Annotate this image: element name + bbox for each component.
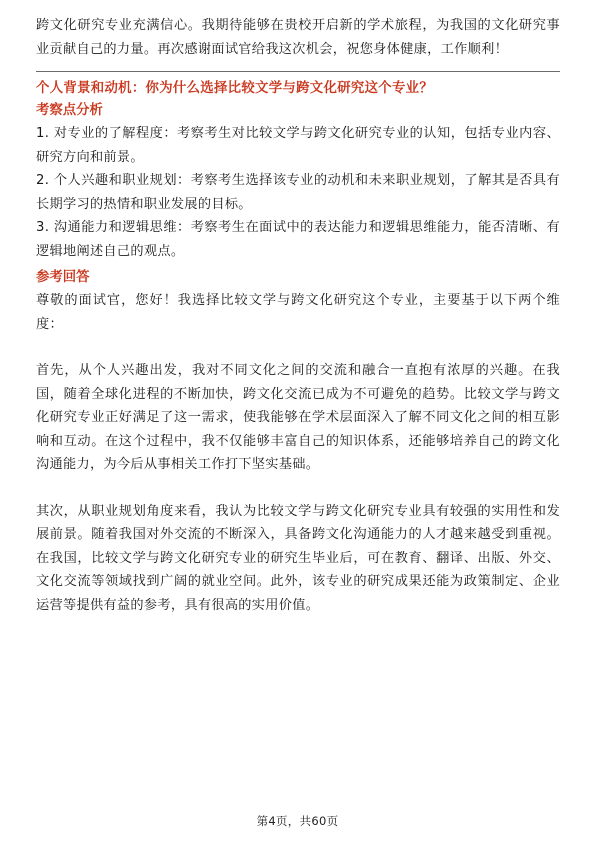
document-page xyxy=(36,14,560,617)
answer-opening: 尊敬的面试官，您好！我选择比较文学与跨文化研究这个专业，主要基于以下两个维度： xyxy=(36,293,560,332)
answer-paragraph-1: 首先，从个人兴趣出发，我对不同文化之间的交流和融合一直抱有浓厚的兴趣。在我国，随着全球化进程的不断加快，跨文化交流已成为不可避免的趋势。比较文学与跨文化研究专业正好满足了这一需求，使我能够在学术层面深入了解不同文化之间的相互影响和互动。在这个过程中，我不仅能够丰富自己的知识体系，还能够培养自己的跨文化沟通能力，为今后从事相关工作打下坚实基础。 xyxy=(36,363,560,472)
blank-line xyxy=(36,477,560,500)
analysis-point-2: 2. 个人兴趣和职业规划：考察考生选择该专业的动机和未来职业规划，了解其是否具有长期学习的热情和职业发展的目标。 xyxy=(36,173,560,212)
answer-heading: 参考回答 xyxy=(36,270,90,285)
analysis-point-3: 3. 沟通能力和逻辑思维：考察考生在面试中的表达能力和逻辑思维能力，能否清晰、有逻辑地阐述自己的观点。 xyxy=(36,220,560,259)
analysis-heading: 考察点分析 xyxy=(36,103,103,118)
interview-question: 个人背景和动机：你为什么选择比较文学与跨文化研究这个专业？ xyxy=(36,81,434,96)
answer-paragraph-2: 其次，从职业规划角度来看，我认为比较文学与跨文化研究专业具有较强的实用性和发展前景。随着我国对外交流的不断深入，具备跨文化沟通能力的人才越来越受到重视。在我国，比较文学与跨文化研究专业的研究生毕业后，可在教育、翻译、出版、外交、文化交流等领域找到广阔的就业空间。此外，该专业的研究成果还能为政策制定、企业运营等提供有益的参考，具有很高的实用价值。 xyxy=(36,503,560,613)
analysis-point-1: 1. 对专业的了解程度：考察考生对比较文学与跨文化研究专业的认知，包括专业内容、研究方向和前景。 xyxy=(36,126,560,165)
page-number-footer: 第4页，共60页 xyxy=(256,814,339,828)
blank-line xyxy=(36,336,560,359)
intro-continuation-paragraph: 跨文化研究专业充满信心。我期待能够在贵校开启新的学术旅程，为我国的文化研究事业贡献自己的力量。再次感谢面试官给我这次机会，祝您身体健康，工作顺利！ xyxy=(36,18,560,57)
section-divider xyxy=(36,71,560,72)
